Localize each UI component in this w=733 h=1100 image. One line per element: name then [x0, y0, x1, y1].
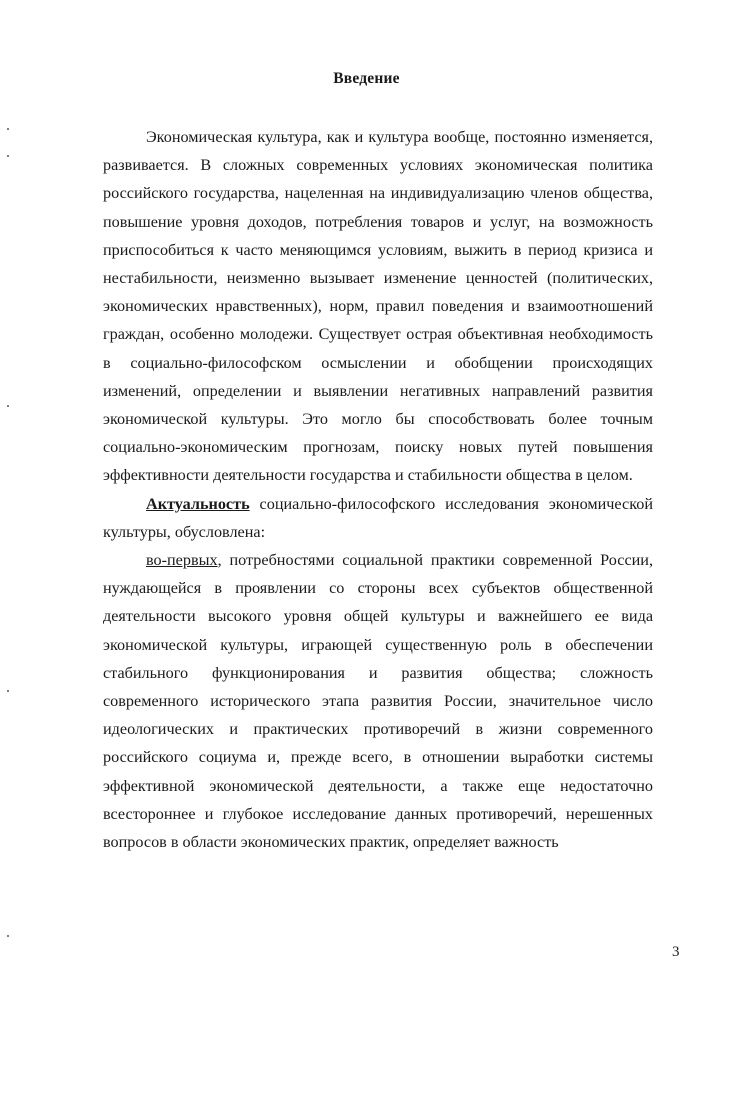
paragraph-relevance [103, 490, 653, 546]
page-heading: Введение [333, 70, 400, 87]
scan-mark [7, 405, 9, 407]
page-number: 3 [672, 944, 680, 960]
paragraph-intro: Экономическая культура, как и культура вообще, постоянно изменяется, развивается. В сложных современных условиях экономическая политика российского государства, нацеленная на индивидуализацию членов общества, повышение уровня доходов, потребления товаров и услуг, на возможность приспособиться к часто меняющимся условиям, выжить в период кризиса и нестабильности, неизменно вызывает изменение ценностей (политических, экономических нравственных), норм, правил поведения и взаимоотношений граждан, особенно молодежи. Существует острая объективная необходимость в социально-философском осмыслении и обобщении происходящих изменений, определении и выявлении негативных направлений развития экономической культуры. Это могло бы способствовать более точным социально-экономическим прогнозам, поиску новых путей повышения эффективности деятельности государства и стабильности общества в целом. [103, 128, 653, 485]
scan-mark [7, 155, 9, 157]
body-text [103, 123, 653, 856]
relevance-term: Актуальность [146, 494, 250, 513]
scan-mark [7, 128, 9, 130]
firstly-text: , потребностями социальной практики современной России, нуждающейся в проявлении со стороны всех субъектов общественной деятельности высокого уровня общей культуры и важнейшего ее вида экономической культуры, играющей существенную роль в обеспечении стабильного функционирования и развития общества; сложность современного исторического этапа развития России, значительное число идеологических и практических противоречий в жизни современного российского социума и, прежде всего, в отношении выработки системы эффективной экономической деятельности, а также еще недостаточно всестороннее и глубокое исследование данных противоречий, нерешенных вопросов в области экономических практик, определяет важность [103, 551, 653, 852]
paragraph-firstly [103, 546, 653, 856]
scan-mark [7, 935, 9, 937]
scan-mark [7, 690, 9, 692]
relevance-text: социально-философского исследования экономической культуры, обусловлена: [103, 494, 653, 541]
firstly-term: во-первых [146, 551, 218, 570]
